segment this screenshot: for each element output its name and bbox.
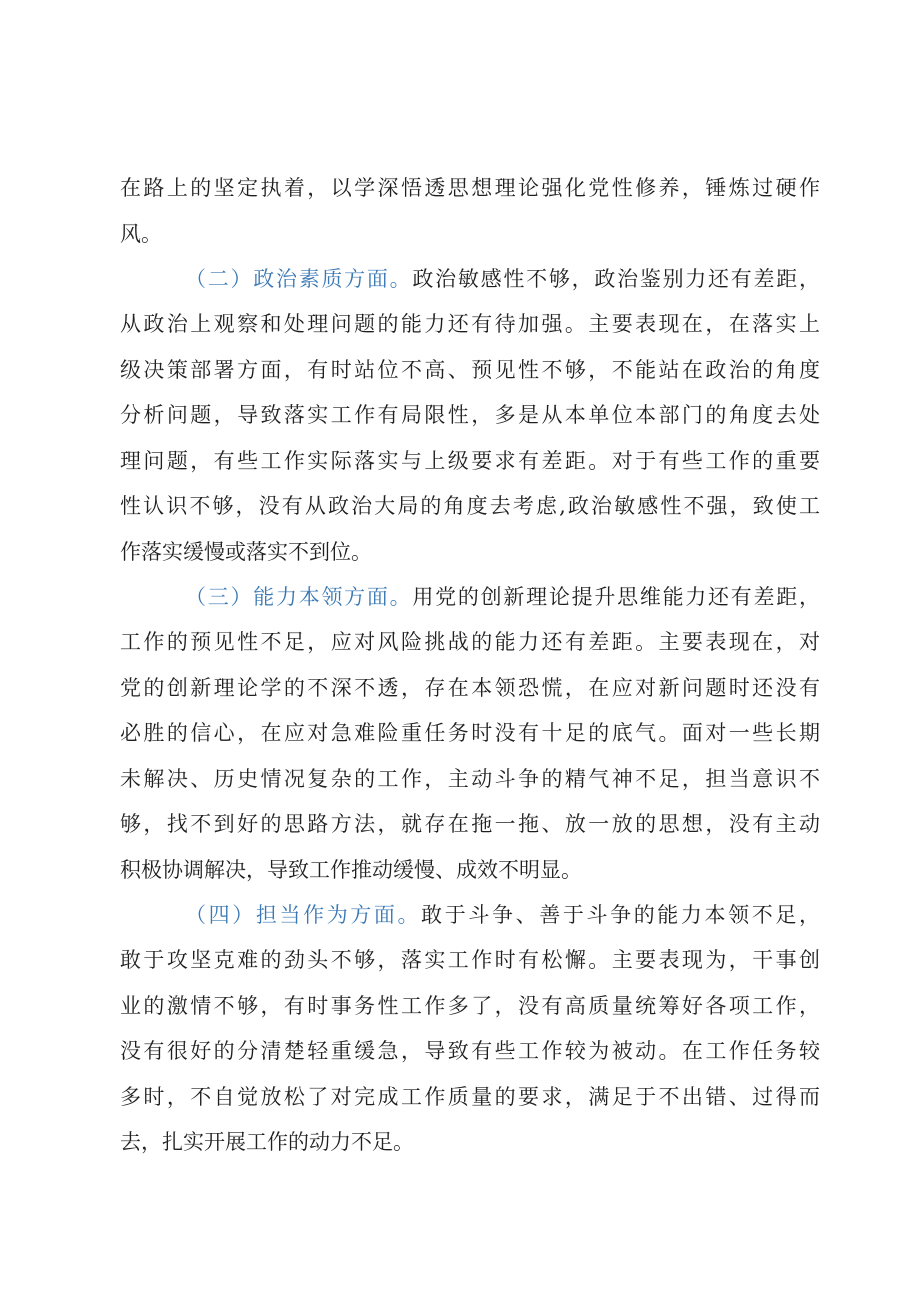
section-lead-text: 敢于斗争、善于斗争的能力本领不足， — [421, 903, 821, 927]
body-text-line: 去，扎实开展工作的动力不足。 — [120, 1130, 414, 1154]
body-text-line: 理问题，有些工作实际落实与上级要求有差距。对于有些工作的重要 — [120, 449, 820, 473]
body-text-line: 必胜的信心，在应对急难险重任务时没有十足的底气。面对一些长期 — [120, 721, 820, 745]
section-heading-capability: （三）能力本领方面。 — [185, 585, 413, 609]
body-text-line: 够，找不到好的思路方法，就存在拖一拖、放一放的思想，没有主动 — [120, 812, 820, 836]
section-lead-text: 用党的创新理论提升思维能力还有差距， — [412, 585, 821, 609]
body-text-line: 分析问题，导致落实工作有局限性，多是从本单位本部门的角度去处 — [120, 403, 820, 427]
body-text-line: 级决策部署方面，有时站位不高、预见性不够，不能站在政治的角度 — [120, 358, 820, 382]
body-text-line: 在路上的坚定执着，以学深悟透思想理论强化党性修养，锤炼过硬作 — [120, 176, 820, 200]
body-text-line: 敢于攻坚克难的劲头不够，落实工作时有松懈。主要表现为，干事创 — [120, 948, 820, 972]
body-text-line: 多时，不自觉放松了对完成工作质量的要求，满足于不出错、过得而 — [120, 1085, 820, 1109]
body-text-line: 没有很好的分清楚轻重缓急，导致有些工作较为被动。在工作任务较 — [120, 1039, 820, 1063]
body-text-line: 工作的预见性不足，应对风险挑战的能力还有差距。主要表现在，对 — [120, 630, 820, 654]
body-text-line: 作落实缓慢或落实不到位。 — [120, 540, 372, 564]
section-heading-political-quality: （二）政治素质方面。 — [185, 267, 413, 291]
section-4-first-line — [185, 895, 820, 935]
body-text-line: 业的激情不够，有时事务性工作多了，没有高质量统筹好各项工作， — [120, 994, 820, 1018]
body-text-line: 积极协调解决，导致工作推动缓慢、成效不明显。 — [120, 858, 582, 882]
section-2-first-line — [185, 259, 820, 299]
body-text-line: 党的创新理论学的不深不透，存在本领恐慌，在应对新问题时还没有 — [120, 676, 820, 700]
section-3-first-line — [185, 577, 820, 617]
section-lead-text: 政治敏感性不够，政治鉴别力还有差距， — [412, 267, 821, 291]
body-text-line: 风。 — [120, 222, 162, 246]
body-text-line: 未解决、历史情况复杂的工作，主动斗争的精气神不足，担当意识不 — [120, 767, 820, 791]
body-text-line: 性认识不够，没有从政治大局的角度去考虑,政治敏感性不强，致使工 — [120, 494, 820, 518]
section-heading-responsibility: （四）担当作为方面。 — [185, 903, 422, 927]
body-text-line: 从政治上观察和处理问题的能力还有待加强。主要表现在，在落实上 — [120, 312, 820, 336]
